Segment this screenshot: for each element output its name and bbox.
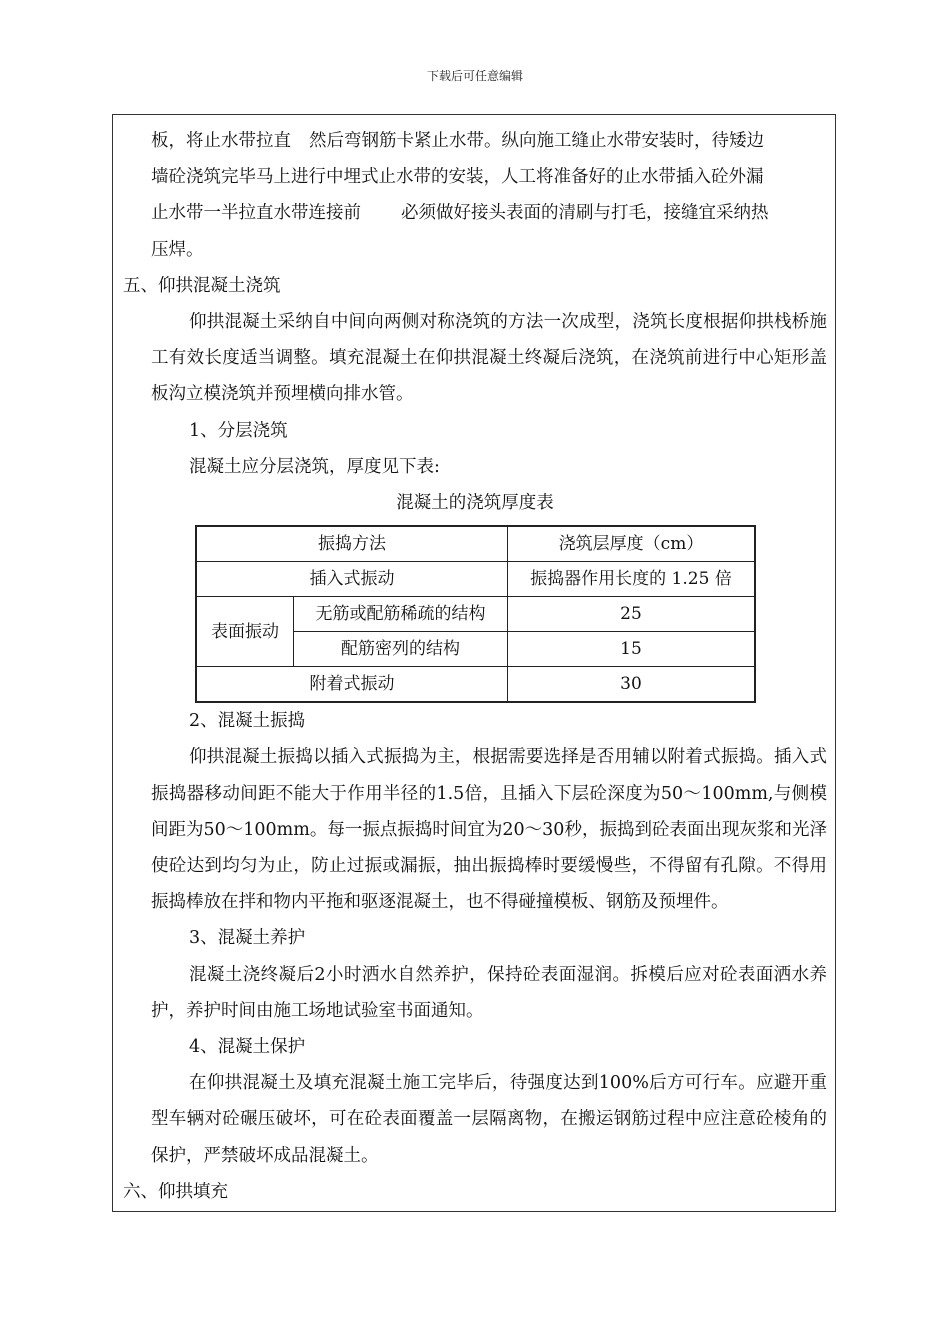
paragraph: 仰拱混凝土采纳自中间向两侧对称浇筑的方法一次成型，浇筑长度根据仰拱栈桥施工有效长度适当调整。填充混凝土在仰拱混凝土终凝后浇筑，在浇筑前进行中心矩形盖板沟立模浇筑并预埋横向排水管。 <box>151 312 827 405</box>
paragraph-line <box>123 195 827 231</box>
text-span: 止水带一半拉直水带连接前 <box>151 203 361 224</box>
table-caption: 混凝土的浇筑厚度表 <box>396 493 554 514</box>
table-header-cell: 浇筑层厚度（cm） <box>508 526 756 562</box>
table-header-cell: 振捣方法 <box>196 526 508 562</box>
section-heading-6: 六、仰拱填充 <box>123 1181 228 1202</box>
table-row <box>196 667 755 703</box>
subheading-1: 1、分层浇筑 <box>189 420 288 441</box>
document-body <box>123 123 827 1210</box>
paragraph-line: 压焊。 <box>151 239 204 260</box>
table-cell: 30 <box>508 667 756 703</box>
subheading-3: 3、混凝土养护 <box>189 928 306 949</box>
table-row <box>196 562 755 597</box>
table-cell: 无筋或配筋稀疏的结构 <box>294 597 508 632</box>
table-header-row <box>196 526 755 562</box>
text-span: 然后弯钢筋卡紧止水带。纵向施工缝止水带安装时，待矮边 <box>309 131 764 151</box>
text-span: 必须做好接头表面的清刷与打毛，接缝宜采纳热 <box>401 203 769 224</box>
content-frame <box>112 114 836 1212</box>
text-span: 板，将止水带拉直 <box>151 131 291 151</box>
paragraph: 混凝土应分层浇筑，厚度见下表: <box>189 456 440 477</box>
table-cell: 25 <box>508 597 756 632</box>
table-cell: 振捣器作用长度的 1.25 倍 <box>508 562 756 597</box>
thickness-table <box>195 525 756 703</box>
table-cell: 15 <box>508 632 756 667</box>
paragraph: 混凝土浇终凝后2小时洒水自然养护，保持砼表面湿润。拆模后应对砼表面洒水养护，养护时间由施工场地试验室书面通知。 <box>151 964 827 1021</box>
subheading-2: 2、混凝土振捣 <box>189 711 306 732</box>
table-cell: 插入式振动 <box>196 562 508 597</box>
subheading-4: 4、混凝土保护 <box>189 1037 306 1058</box>
table-row <box>196 597 755 632</box>
table-cell: 表面振动 <box>196 597 294 667</box>
paragraph: 仰拱混凝土振捣以插入式振捣为主，根据需要选择是否用辅以附着式振捣。插入式振捣器移动间距不能大于作用半径的1.5倍，且插入下层砼深度为50～100mm,与侧模间距为50～100mm。每一振点振捣时间宜为20～30秒，振捣到砼表面出现灰浆和光泽使砼达到均匀为止，防止过振或漏振，抽出振捣棒时要缓慢些，不得留有孔隙。不得用振捣棒放在拌和物内平拖和驱逐混凝土，也不得碰撞模板、钢筋及预埋件。 <box>151 747 827 913</box>
section-heading-5: 五、仰拱混凝土浇筑 <box>123 275 281 296</box>
paragraph-line: 墙砼浇筑完毕马上进行中埋式止水带的安装，人工将准备好的止水带插入砼外漏 <box>151 167 764 188</box>
page-header: 下载后可任意编辑 <box>426 69 523 83</box>
paragraph: 在仰拱混凝土及填充混凝土施工完毕后，待强度达到100%后方可行车。应避开重型车辆对砼碾压破坏，可在砼表面覆盖一层隔离物，在搬运钢筋过程中应注意砼棱角的保护，严禁破坏成品混凝土。 <box>151 1073 827 1166</box>
table-cell: 附着式振动 <box>196 667 508 703</box>
table-cell: 配筋密列的结构 <box>294 632 508 667</box>
paragraph-line <box>123 123 827 159</box>
